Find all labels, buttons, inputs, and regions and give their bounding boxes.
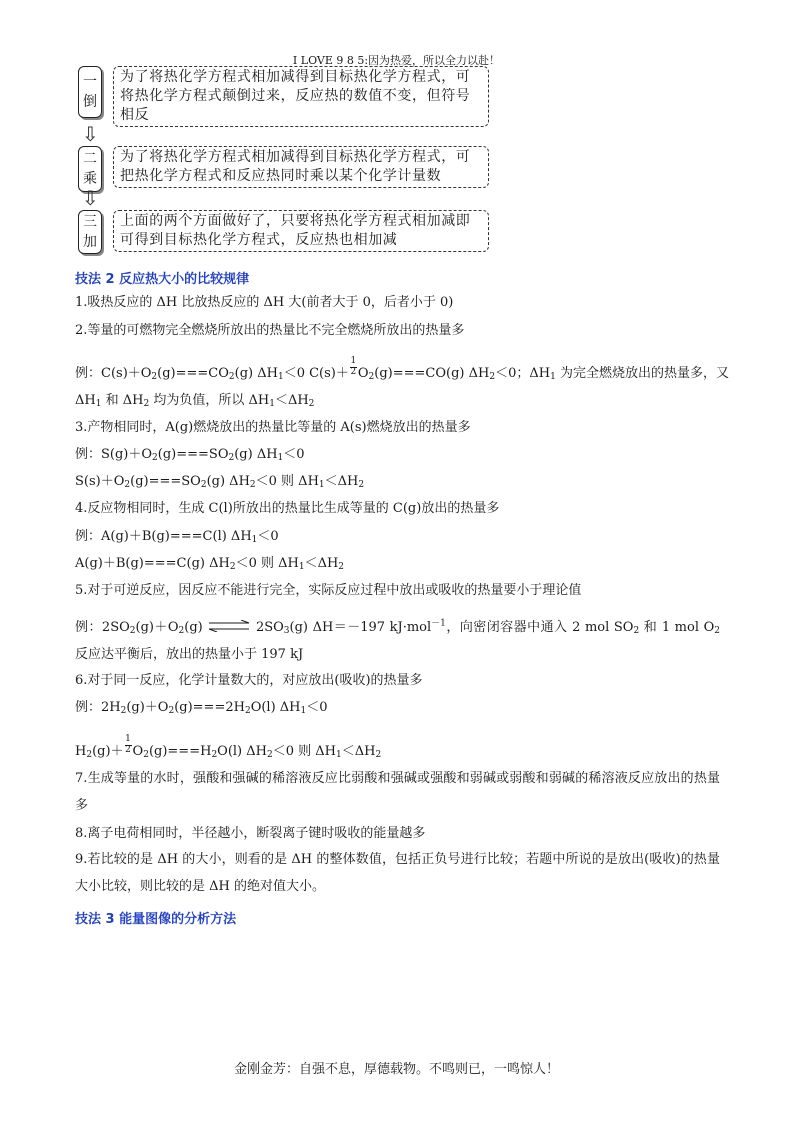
rule-7: 7.生成等量的水时，强酸和强碱的稀溶液反应比弱酸和强碱或强酸和弱碱或弱酸和弱碱的稀溶液反应放出的热量多 (75, 771, 720, 813)
example-6-line-1: 例：$2H_2(g)+O_2(g)===2H_2O(l)$ $\Delta H_1<0$ (75, 700, 328, 716)
step-description: 为了将热化学方程式相加减得到目标热化学方程式，可将热化学方程式颠倒过来，反应热的数值不变，但符号相反 (113, 66, 489, 127)
rule-4: 4.反应物相同时，生成 C(l)所放出的热量比生成等量的 C(g)放出的热量多 (75, 501, 500, 516)
rule-2: 2.等量的可燃物完全燃烧所放出的热量比不完全燃烧所放出的热量多 (75, 323, 465, 338)
rule-1: 1.吸热反应的 ΔH 比放热反应的 ΔH 大(前者大于 0，后者小于 0) (75, 295, 454, 310)
step-label-box: 二 乘 (78, 146, 102, 192)
example-3-line-1: 例：$S(g)+O_2(g)===SO_2(g)$ $\Delta H_1<0$ (75, 447, 305, 463)
fraction-one-half: $\frac{1}{2}$ (350, 356, 357, 377)
page-footer: 金刚金芳：自强不息，厚德载物。不鸣则已，一鸣惊人！ (233, 1062, 559, 1077)
example-5: 例：$2SO_2(g)+O_2(g)$ $2SO_3(g)$ ΔH＝－197 kJ·mol$^{-1}$，向密闭容器中通入 2 mol $SO_2$ 和 1 mol $O_2$ 反应达平衡后，放出的热量小于 197 kJ (75, 618, 720, 662)
example-1-line-1: 例：$C(s)+O_2(g)===CO_2(g)$ $\Delta H_1<0$ C(s)＋ $\frac{1}{2}$ $O_2(g)===CO(g)$ $\Delta H_2<0$；$\Delta H_1$ 为完全燃烧放出的热量多，又 (75, 356, 729, 382)
example-3-line-2: $S(s)+O_2(g)===SO_2(g)$ $\Delta H_2<0$ 则 $\Delta H_1<\Delta H_2$ (75, 474, 365, 490)
step-description: 上面的两个方面做好了，只要将热化学方程式相加减即可得到目标热化学方程式，反应热也相加减 (113, 210, 489, 252)
down-arrow-icon: ⇩ (82, 122, 99, 146)
section-title-3: 技法 3 能量图像的分析方法 (75, 912, 237, 927)
example-6-line-2: $H_2(g)+$ $\frac{1}{2}$ $O_2(g)===H_2O(l)$ $\Delta H_2<0$ 则 $\Delta H_1<\Delta H_2$ (75, 734, 382, 760)
rule-9: 9.若比较的是 ΔH 的大小，则看的是 ΔH 的整体数值，包括正负号进行比较；若题中所说的是放出(吸收)的热量大小比较，则比较的是 ΔH 的绝对值大小。 (75, 852, 720, 894)
rule-5: 5.对于可逆反应，因反应不能进行完全，实际反应过程中放出或吸收的热量要小于理论值 (75, 583, 582, 598)
down-arrow-icon: ⇩ (82, 186, 99, 210)
rule-6: 6.对于同一反应，化学计量数大的，对应放出(吸收)的热量多 (75, 673, 423, 688)
section-title-2: 技法 2 反应热大小的比较规律 (75, 272, 250, 287)
reversible-arrow-icon (207, 620, 251, 632)
fraction-one-half: $\frac{1}{2}$ (125, 734, 131, 755)
step-description: 为了将热化学方程式相加减得到目标热化学方程式，可把热化学方程式和反应热同时乘以某个化学计量数 (113, 146, 489, 188)
rule-3: 3.产物相同时，A(g)燃烧放出的热量比等量的 A(s)燃烧放出的热量多 (75, 420, 471, 435)
page-header: I LOVE 9 8 5:因为热爱，所以全力以赴！ (292, 54, 501, 67)
step-label-box: 一 倒 (78, 66, 102, 118)
step-label-box: 三 加 (78, 210, 102, 254)
rule-8: 8.离子电荷相同时，半径越小，断裂离子键时吸收的能量越多 (75, 826, 426, 841)
example-4-line-1: 例：A(g)＋B(g)===C(l) $\Delta H_1<0$ (75, 529, 279, 545)
example-4-line-2: A(g)＋B(g)===C(g) $\Delta H_2<0$ 则 $\Delta H_1<\Delta H_2$ (75, 556, 345, 572)
example-1-line-2: $\Delta H_1$ 和 $\Delta H_2$ 均为负值，所以 $\Delta H_1<\Delta H_2$ (75, 393, 315, 409)
